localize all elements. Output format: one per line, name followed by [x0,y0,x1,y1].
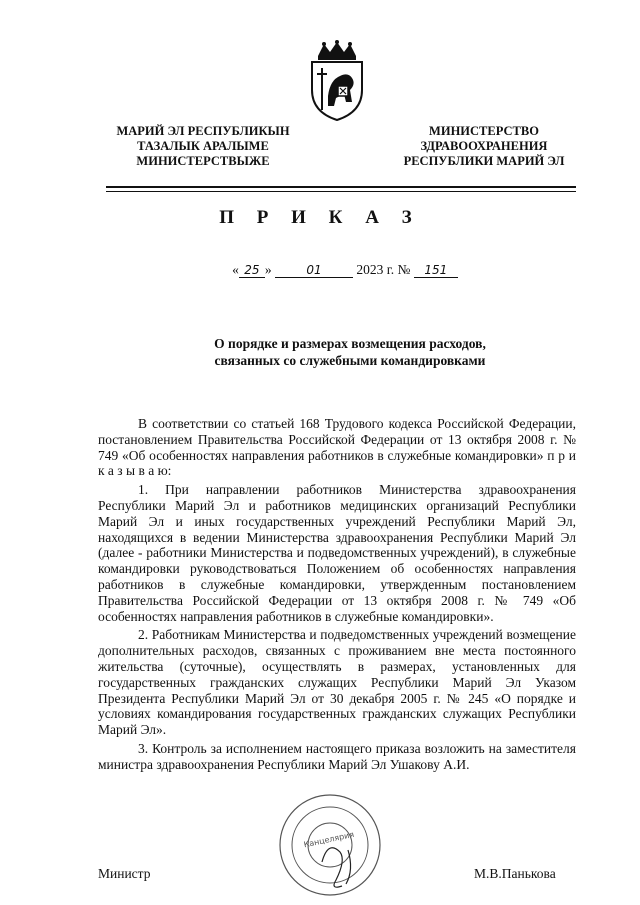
body-paragraph-item-2: 2. Работникам Министерства и подведомственных учреждений возмещение дополнительных расходов, связанных с проживанием вне места постоянного жительства (суточные), осуществлять в размерах, установленных для государственных гражданских служащих Республики Марий Эл Указом Президента Республики Марий Эл от 30 декабря 2005 г. № 245 «О порядке и условиях командирования государственных гражданских служащих Республики Марий Эл». [98,627,576,738]
header-left-block [98,124,308,169]
signatory-name: М.В.Панькова [474,866,556,881]
header-left-line: МАРИЙ ЭЛ РЕСПУБЛИКЫН [116,124,290,138]
date-open-quote: « [232,262,239,277]
order-number-field: 151 [414,263,458,278]
document-type-title: П Р И К А З [219,207,421,228]
date-year-number-label: 2023 г. № [356,262,411,277]
header-divider-thick [106,186,576,188]
header-left-line: МИНИСТЕРСТВЫЖЕ [136,154,270,168]
subject-line: связанных со служебными командировками [214,353,486,368]
header-right-line: МИНИСТЕРСТВО [429,124,539,138]
header-right-line: РЕСПУБЛИКИ МАРИЙ ЭЛ [403,154,565,168]
subject-line: О порядке и размерах возмещения расходов, [214,336,486,351]
header-right-line: ЗДРАВООХРАНЕНИЯ [420,139,548,153]
body-paragraph-item-3: 3. Контроль за исполнением настоящего приказа возложить на заместителя министра здравоохранения Республики Марий Эл Ушакову А.И. [98,740,576,772]
document-subject [140,335,560,369]
date-close-quote: » [264,262,272,277]
header-right-block [390,124,578,169]
office-stamp-icon [270,790,390,900]
header-left-line: ТАЗАЛЫК АРАЛЫМЕ [137,139,269,153]
date-month-field: 01 [275,263,353,278]
date-day-field: 25 [239,263,265,278]
coat-of-arms-icon [304,40,370,122]
signatory-position: Министр [98,866,151,881]
document-body [98,416,576,776]
body-paragraph-preamble: В соответствии со статьей 168 Трудового кодекса Российской Федерации, постановлением Правительства Российской Федерации от 13 октября 2008 г. № 749 «Об особенностях направления работников в служебные командировки» п р и к а з ы в а ю: [98,416,576,479]
body-paragraph-item-1: 1. При направлении работников Министерства здравоохранения Республики Марий Эл и работников медицинских организаций Республики Марий Эл и иных государственных учреждений Республики Марий Эл, находящихся в ведении Министерства здравоохранения Республики Марий Эл (далее - работники Министерства и подведомственных учреждений), в служебные командировки руководствоваться Положением об особенностях направления работников в служебные командировки, утвержденным постановлением Правительства Российской Федерации от 13 октября 2008 г. № 749 «Об особенностях направления работников в служебные командировки». [98,482,576,624]
header-divider-thin [106,191,576,192]
date-number-line [150,262,540,278]
stamp-center-text: Канцелярия [302,829,355,850]
